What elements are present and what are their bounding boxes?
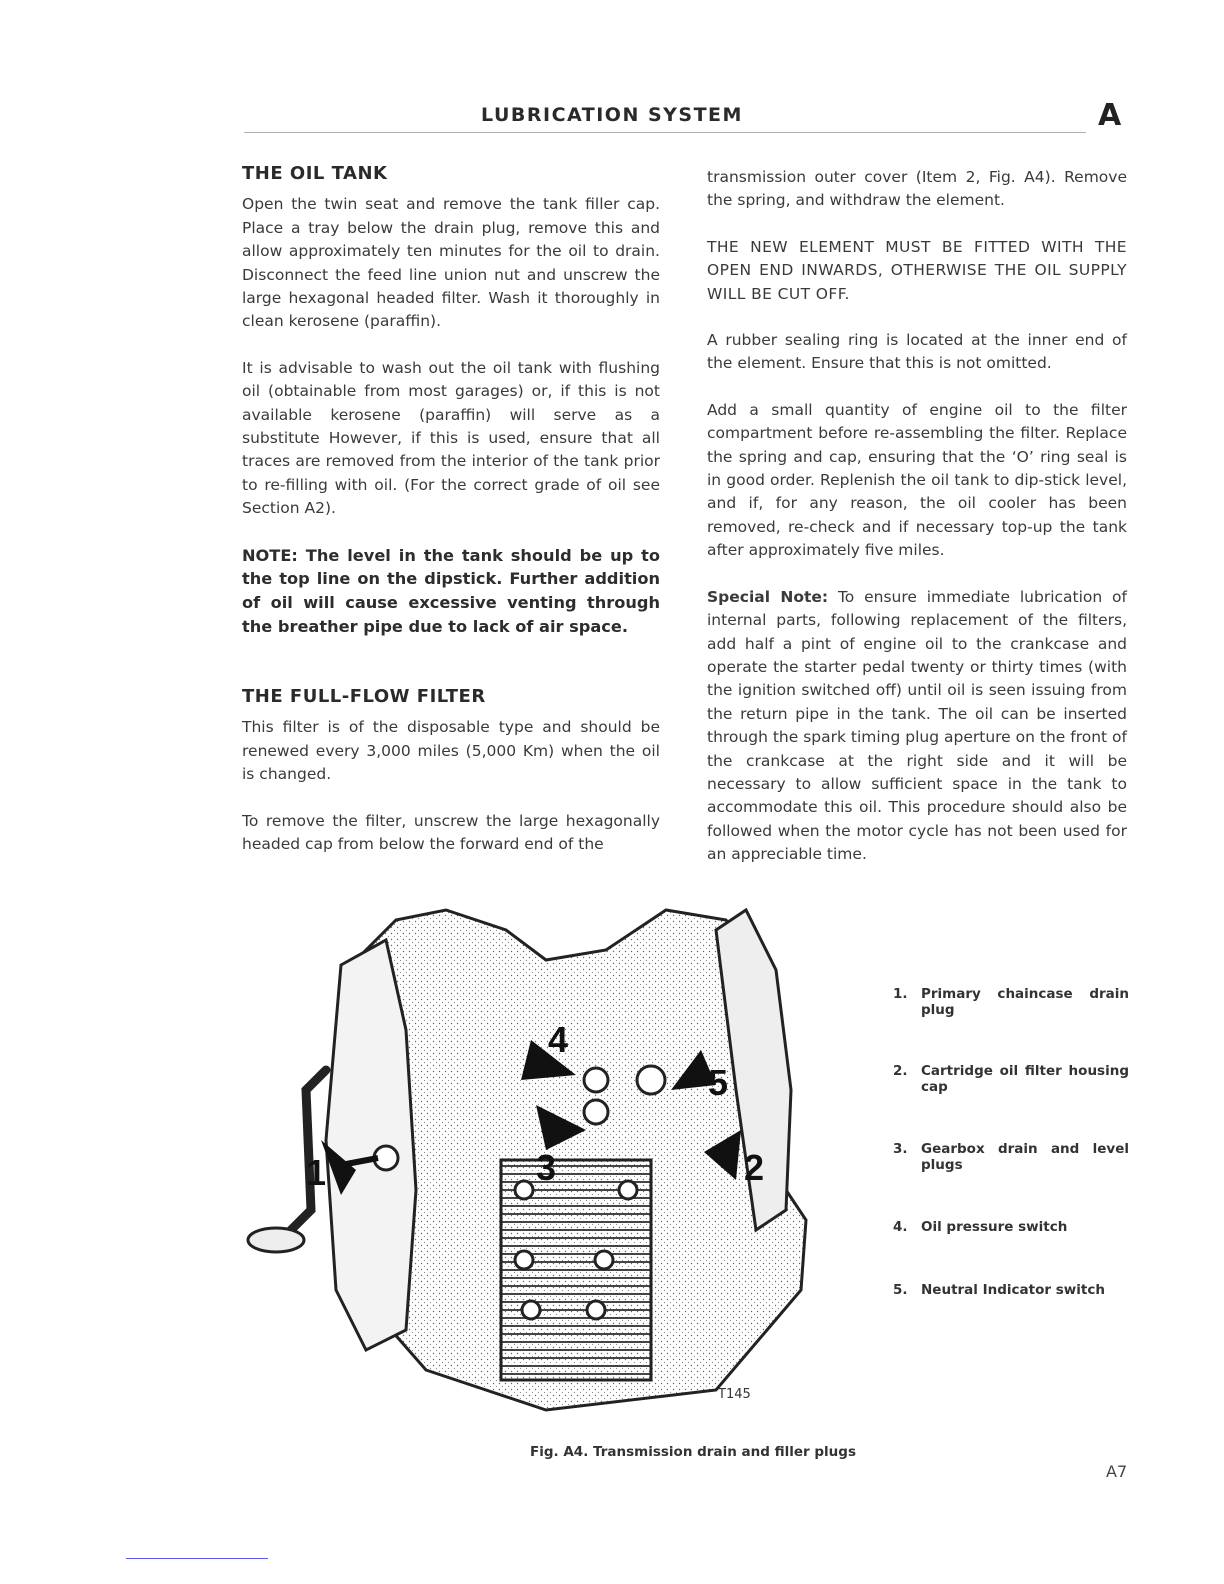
callout-5: 5 [708, 1062, 729, 1103]
legend-text: Neutral Indicator switch [921, 1282, 1105, 1298]
sump-bolt [595, 1251, 613, 1269]
footnote-rule [126, 1558, 268, 1559]
legend-text: Oil pressure switch [921, 1219, 1068, 1235]
figure-code: T145 [718, 1387, 751, 1402]
legend-number: 3. [893, 1141, 908, 1157]
full-flow-filter-heading: THE FULL-FLOW FILTER [242, 685, 486, 707]
sump-bolt [515, 1251, 533, 1269]
callout-4: 4 [548, 1019, 569, 1060]
transmission-figure [246, 890, 816, 1440]
legend-number: 5. [893, 1282, 908, 1298]
legend-text: Cartridge oil filter housing cap [921, 1063, 1129, 1095]
section-letter: A [1098, 98, 1122, 133]
legend-number: 2. [893, 1063, 908, 1079]
gearbox-plug [584, 1100, 608, 1124]
switch-body [637, 1066, 665, 1094]
sump-bolt [522, 1301, 540, 1319]
dipstick-note: NOTE: The level in the tank should be up to the top line on the dipstick. Further addition of oil will cause excessive venting through the breather pipe due to lack of air space. [242, 545, 660, 637]
page-number: A7 [1106, 1462, 1128, 1481]
right-paragraph-3: A rubber sealing ring is located at the inner end of the element. Ensure that this is not omitted. [707, 331, 1127, 373]
oil-tank-paragraph-1: Open the twin seat and remove the tank filler cap. Place a tray below the drain plug, remove this and allow approximately ten minutes for the oil to drain. Disconnect the feed line union nut and unscrew the large hexagonal headed filter. Wash it thoroughly in clean kerosene (paraffin). [242, 195, 660, 331]
right-paragraph-4: Add a small quantity of engine oil to the filter compartment before re-assembling the filter. Replace the spring and cap, ensuring that the ‘O’ ring seal is in good order. Replenish the oil tank to dip-stick level, and if, for any reason, the oil cooler has been removed, re-check and if necessary top-up the tank after approximately five miles. [707, 400, 1127, 560]
figure-caption: Fig. A4. Transmission drain and filler plugs [530, 1444, 856, 1460]
callout-1: 1 [306, 1152, 327, 1193]
sump-bolt [587, 1301, 605, 1319]
special-note-label: Special Note: [707, 587, 829, 606]
element-warning: THE NEW ELEMENT MUST BE FITTED WITH THE OPEN END INWARDS, OTHERWISE THE OIL SUPPLY WILL BE CUT OFF. [707, 237, 1127, 303]
callout-2: 2 [744, 1147, 765, 1188]
special-note [707, 586, 1127, 867]
filter-paragraph-2: To remove the filter, unscrew the large hexagonally headed cap from below the forward end of the [242, 811, 660, 853]
filter-paragraph-1: This filter is of the disposable type and should be renewed every 3,000 miles (5,000 Km) when the oil is changed. [242, 718, 660, 784]
legend-text: Primary chaincase drain plug [921, 986, 1129, 1018]
legend-text: Gearbox drain and level plugs [921, 1141, 1129, 1173]
right-column [707, 166, 1127, 890]
sump-bolt [515, 1181, 533, 1199]
running-header-title: LUBRICATION SYSTEM [481, 104, 743, 126]
kickstart-pedal [248, 1228, 304, 1252]
callout-3: 3 [536, 1147, 557, 1188]
sump-bolt [619, 1181, 637, 1199]
oil-tank-paragraph-2: It is advisable to wash out the oil tank with flushing oil (obtainable from most garages) or, if this is not available kerosene (paraffin) will serve as a substitute However, if this is used, ensure that all traces are removed from the interior of the tank prior to re-filling with oil. (For the correct grade of oil see Section A2). [242, 358, 660, 518]
legend-number: 4. [893, 1219, 908, 1235]
right-paragraph-1: transmission outer cover (Item 2, Fig. A4). Remove the spring, and withdraw the element. [707, 168, 1127, 210]
left-column [242, 162, 660, 879]
gearbox-plug [584, 1068, 608, 1092]
legend-number: 1. [893, 986, 908, 1002]
special-note-text: To ensure immediate lubrication of internal parts, following replacement of the filters, add half a pint of engine oil to the crankcase and operate the starter pedal twenty or thirty times (with the ignition switched off) until oil is seen issuing from the return pipe in the tank. The oil can be inserted through the spark timing plug aperture on the front of the crankcase at the right side and it will be necessary to allow sufficient space in the tank to accommodate this oil. This procedure should also be followed when the motor cycle has not been used for an appreciable time. [707, 587, 1128, 864]
header-rule [244, 132, 1086, 133]
oil-tank-heading: THE OIL TANK [242, 163, 388, 184]
